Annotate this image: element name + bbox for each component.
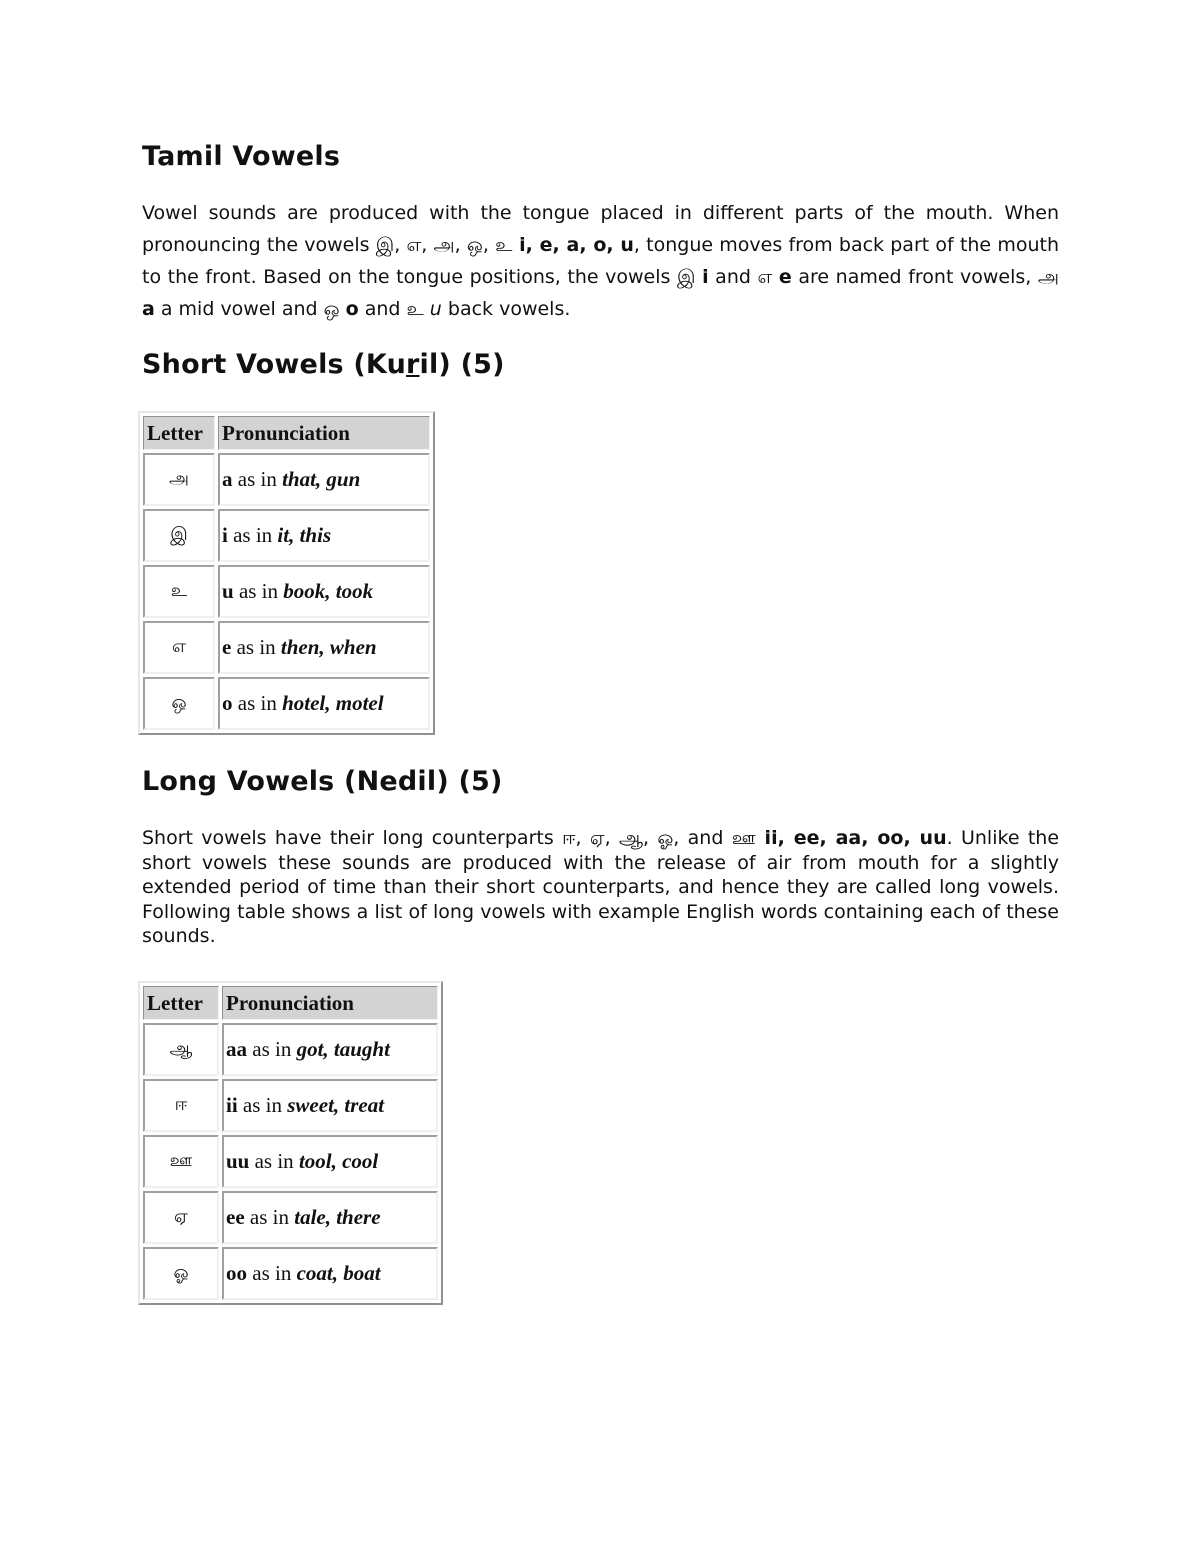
intro-text-4: a mid vowel and <box>154 298 324 320</box>
letter-cell: ஈ <box>143 1079 219 1132</box>
sound: i <box>222 523 228 547</box>
long-text-2: . Unlike the short vowels these sounds are produced with the release of air from mouth for a slightly extended period of time than their short counterparts, and hence they are called long vowels. Following table shows a list of long vowels with example English words containing each of these sounds. <box>142 827 1060 947</box>
pronunciation-cell <box>222 1135 438 1188</box>
table-row <box>143 509 430 562</box>
sound: ii <box>226 1093 238 1117</box>
letter-cell: ஓ <box>143 1247 219 1300</box>
pronunciation-cell <box>222 1079 438 1132</box>
short-heading-pre: Short Vowels (Ku <box>142 349 406 380</box>
long-paragraph <box>142 826 1059 949</box>
letter-cell: இ <box>143 509 215 562</box>
intro-back-o-tamil: ஒ <box>323 298 340 320</box>
long-tamil-list: ஈ, ஏ, ஆ, ஓ, and ஊ <box>562 827 756 849</box>
sound: uu <box>226 1149 250 1173</box>
intro-front-i-tamil: இ <box>677 266 696 288</box>
table-header-row <box>143 416 430 450</box>
letter-cell: உ <box>143 565 215 618</box>
short-vowels-table <box>138 411 435 735</box>
sound: e <box>222 635 232 659</box>
letter-cell: அ <box>143 453 215 506</box>
table-row <box>143 1023 438 1076</box>
examples: coat, boat <box>296 1261 381 1285</box>
table-row <box>143 453 430 506</box>
pronunciation-cell <box>222 1247 438 1300</box>
examples: got, taught <box>296 1037 390 1061</box>
intro-tamil-list: இ, எ, அ, ஒ, உ <box>375 234 513 256</box>
as-in: as in <box>249 1149 299 1173</box>
sound: oo <box>226 1261 247 1285</box>
sound: ee <box>226 1205 245 1229</box>
pronunciation-cell <box>222 1191 438 1244</box>
table-row <box>143 565 430 618</box>
pronunciation-cell <box>218 677 430 730</box>
as-in: as in <box>247 1037 297 1061</box>
as-in: as in <box>227 523 278 547</box>
pronunciation-cell <box>222 1023 438 1076</box>
long-text-1: Short vowels have their long counterparts <box>142 827 563 849</box>
as-in: as in <box>232 467 283 491</box>
pronunciation-cell <box>218 453 430 506</box>
short-heading-post: il) (5) <box>419 349 505 380</box>
examples: it, this <box>277 523 332 547</box>
pronunciation-cell <box>218 621 430 674</box>
table-row <box>143 677 430 730</box>
long-vowels-heading: Long Vowels (Nedil) (5) <box>142 766 503 797</box>
as-in: as in <box>237 1093 288 1117</box>
intro-text-2: , tongue moves from back part of the mouth to the front. Based on the tongue positions, the vowels <box>142 234 1059 288</box>
letter-cell: எ <box>143 621 215 674</box>
col-letter: Letter <box>143 986 219 1020</box>
examples: that, gun <box>282 467 361 491</box>
table-row <box>143 1079 438 1132</box>
intro-back-o: o <box>345 298 359 320</box>
intro-back-u-tamil: உ <box>406 298 424 320</box>
examples: tale, there <box>294 1205 381 1229</box>
intro-front-e-tamil: எ <box>757 266 773 288</box>
intro-latin-list: i, e, a, o, u <box>512 234 634 256</box>
sound: u <box>222 579 234 603</box>
intro-front-i: i <box>702 266 709 288</box>
intro-back-u: u <box>429 298 442 320</box>
letter-cell: ஊ <box>143 1135 219 1188</box>
examples: tool, cool <box>298 1149 379 1173</box>
as-in: as in <box>244 1205 295 1229</box>
col-letter: Letter <box>143 416 215 450</box>
intro-paragraph <box>142 197 1059 325</box>
examples: sweet, treat <box>287 1093 385 1117</box>
intro-text-1: Vowel sounds are produced with the tongue placed in different parts of the mouth. When pronouncing the vowels <box>142 202 1059 256</box>
intro-mid-a: a <box>142 298 155 320</box>
as-in: as in <box>233 579 284 603</box>
letter-cell: ஒ <box>143 677 215 730</box>
col-pronunciation: Pronunciation <box>222 986 438 1020</box>
short-vowels-heading <box>142 349 505 380</box>
examples: hotel, motel <box>282 691 384 715</box>
as-in: as in <box>232 691 283 715</box>
table-row <box>143 1191 438 1244</box>
as-in: as in <box>231 635 281 659</box>
page-title: Tamil Vowels <box>142 141 341 172</box>
long-vowels-table <box>138 981 443 1305</box>
examples: book, took <box>283 579 374 603</box>
intro-and-2: and <box>358 298 407 320</box>
table-row <box>143 1247 438 1300</box>
short-heading-r: r <box>406 349 420 380</box>
intro-text-5: back vowels. <box>441 298 571 320</box>
long-latin-list: ii, ee, aa, oo, uu <box>755 827 947 849</box>
col-pronunciation: Pronunciation <box>218 416 430 450</box>
intro-front-e: e <box>778 266 792 288</box>
pronunciation-cell <box>218 565 430 618</box>
as-in: as in <box>247 1261 297 1285</box>
pronunciation-cell <box>218 509 430 562</box>
examples: then, when <box>280 635 377 659</box>
table-row <box>143 621 430 674</box>
sound: o <box>222 691 233 715</box>
intro-text-3: are named front vowels, <box>791 266 1038 288</box>
sound: aa <box>226 1037 247 1061</box>
sound: a <box>222 467 233 491</box>
table-header-row <box>143 986 438 1020</box>
table-row <box>143 1135 438 1188</box>
intro-and-1: and <box>708 266 758 288</box>
letter-cell: ஏ <box>143 1191 219 1244</box>
intro-mid-a-tamil: அ <box>1037 266 1059 288</box>
letter-cell: ஆ <box>143 1023 219 1076</box>
